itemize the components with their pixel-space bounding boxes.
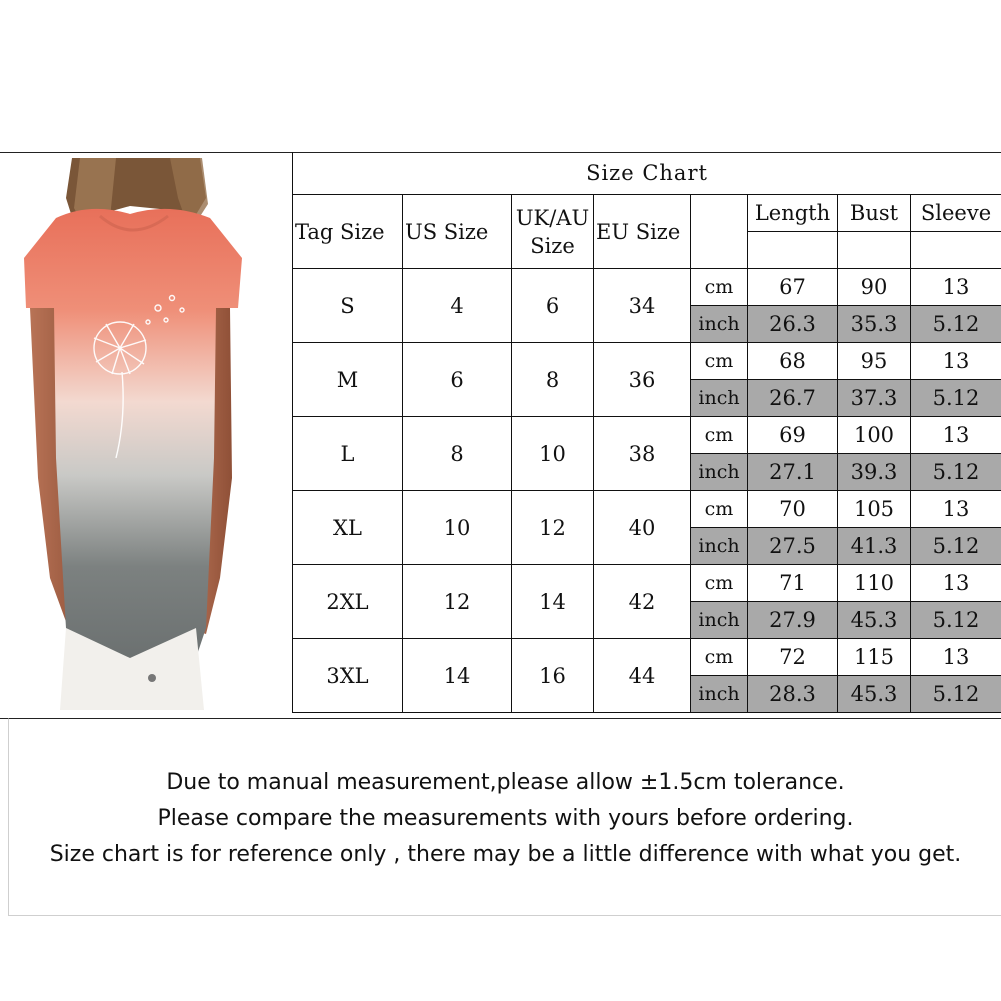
unit-inch: inch <box>691 602 748 639</box>
us-size-cell: 8 <box>403 417 512 491</box>
tag-size-cell: L <box>293 417 403 491</box>
sleeve-inch: 5.12 <box>911 454 1001 491</box>
sleeve-cm: 13 <box>911 565 1001 602</box>
us-size-cell: 4 <box>403 269 512 343</box>
unit-inch: inch <box>691 454 748 491</box>
tag-size-cell: XL <box>293 491 403 565</box>
note-compare: Please compare the measurements with yours before ordering. <box>157 806 854 831</box>
unit-cm: cm <box>691 491 748 528</box>
eu-size-cell: 44 <box>594 639 691 713</box>
note-reference: Size chart is for reference only , there may be a little difference with what you get. <box>49 842 962 867</box>
ukau-size-cell: 6 <box>512 269 594 343</box>
ukau-size-cell: 12 <box>512 491 594 565</box>
sleeve-inch: 5.12 <box>911 602 1001 639</box>
eu-size-cell: 42 <box>594 565 691 639</box>
bust-inch: 41.3 <box>838 528 911 565</box>
ukau-size-cell: 10 <box>512 417 594 491</box>
bust-cm: 90 <box>838 269 911 306</box>
header-ukau-line2: Size <box>530 233 575 258</box>
header-length: Length <box>748 195 838 232</box>
sleeve-cm: 13 <box>911 491 1001 528</box>
eu-size-cell: 40 <box>594 491 691 565</box>
unit-cm: cm <box>691 565 748 602</box>
sleeve-inch: 5.12 <box>911 528 1001 565</box>
note-tolerance: Due to manual measurement,please allow ±1.5cm tolerance. <box>166 770 845 795</box>
length-cm: 70 <box>748 491 838 528</box>
bust-cm: 110 <box>838 565 911 602</box>
header-bust-blank <box>838 232 911 269</box>
us-size-cell: 10 <box>403 491 512 565</box>
sleeve-inch: 5.12 <box>911 676 1001 713</box>
length-inch: 28.3 <box>748 676 838 713</box>
length-cm: 71 <box>748 565 838 602</box>
eu-size-cell: 36 <box>594 343 691 417</box>
tag-size-cell: S <box>293 269 403 343</box>
eu-size-cell: 34 <box>594 269 691 343</box>
size-row <box>293 343 1001 380</box>
us-size-cell: 6 <box>403 343 512 417</box>
tag-size-cell: M <box>293 343 403 417</box>
unit-cm: cm <box>691 639 748 676</box>
unit-inch: inch <box>691 528 748 565</box>
header-unit-blank <box>691 195 748 269</box>
bust-cm: 105 <box>838 491 911 528</box>
header-eu-size: EU Size <box>594 195 691 269</box>
ukau-size-cell: 14 <box>512 565 594 639</box>
header-sleeve: Sleeve <box>911 195 1001 232</box>
size-row <box>293 417 1001 454</box>
header-ukau-line1: UK/AU <box>515 205 590 230</box>
unit-cm: cm <box>691 269 748 306</box>
size-row <box>293 565 1001 602</box>
unit-inch: inch <box>691 380 748 417</box>
header-us-size: US Size <box>403 195 512 269</box>
length-cm: 67 <box>748 269 838 306</box>
length-inch: 27.9 <box>748 602 838 639</box>
tshirt-illustration <box>20 158 246 710</box>
bust-inch: 45.3 <box>838 676 911 713</box>
size-chart-title: Size Chart <box>293 152 1001 195</box>
header-bust: Bust <box>838 195 911 232</box>
unit-inch: inch <box>691 676 748 713</box>
product-photo <box>20 158 246 710</box>
sleeve-inch: 5.12 <box>911 306 1001 343</box>
sleeve-inch: 5.12 <box>911 380 1001 417</box>
us-size-cell: 12 <box>403 565 512 639</box>
header-sleeve-blank <box>911 232 1001 269</box>
length-inch: 26.7 <box>748 380 838 417</box>
size-chart-table <box>292 152 1001 713</box>
header-ukau-size <box>512 195 594 269</box>
sleeve-cm: 13 <box>911 417 1001 454</box>
sleeve-cm: 13 <box>911 639 1001 676</box>
unit-cm: cm <box>691 417 748 454</box>
length-cm: 68 <box>748 343 838 380</box>
length-inch: 26.3 <box>748 306 838 343</box>
size-row <box>293 491 1001 528</box>
tag-size-cell: 3XL <box>293 639 403 713</box>
measurement-notes <box>8 718 1001 916</box>
length-cm: 69 <box>748 417 838 454</box>
bust-cm: 100 <box>838 417 911 454</box>
length-inch: 27.5 <box>748 528 838 565</box>
length-cm: 72 <box>748 639 838 676</box>
bust-inch: 45.3 <box>838 602 911 639</box>
ukau-size-cell: 16 <box>512 639 594 713</box>
unit-inch: inch <box>691 306 748 343</box>
bust-inch: 39.3 <box>838 454 911 491</box>
us-size-cell: 14 <box>403 639 512 713</box>
tag-size-cell: 2XL <box>293 565 403 639</box>
eu-size-cell: 38 <box>594 417 691 491</box>
ukau-size-cell: 8 <box>512 343 594 417</box>
bust-inch: 35.3 <box>838 306 911 343</box>
length-inch: 27.1 <box>748 454 838 491</box>
size-row <box>293 269 1001 306</box>
sleeve-cm: 13 <box>911 343 1001 380</box>
size-row <box>293 639 1001 676</box>
bust-cm: 95 <box>838 343 911 380</box>
unit-cm: cm <box>691 343 748 380</box>
bust-cm: 115 <box>838 639 911 676</box>
sleeve-cm: 13 <box>911 269 1001 306</box>
bust-inch: 37.3 <box>838 380 911 417</box>
header-tag-size: Tag Size <box>293 195 403 269</box>
header-length-blank <box>748 232 838 269</box>
